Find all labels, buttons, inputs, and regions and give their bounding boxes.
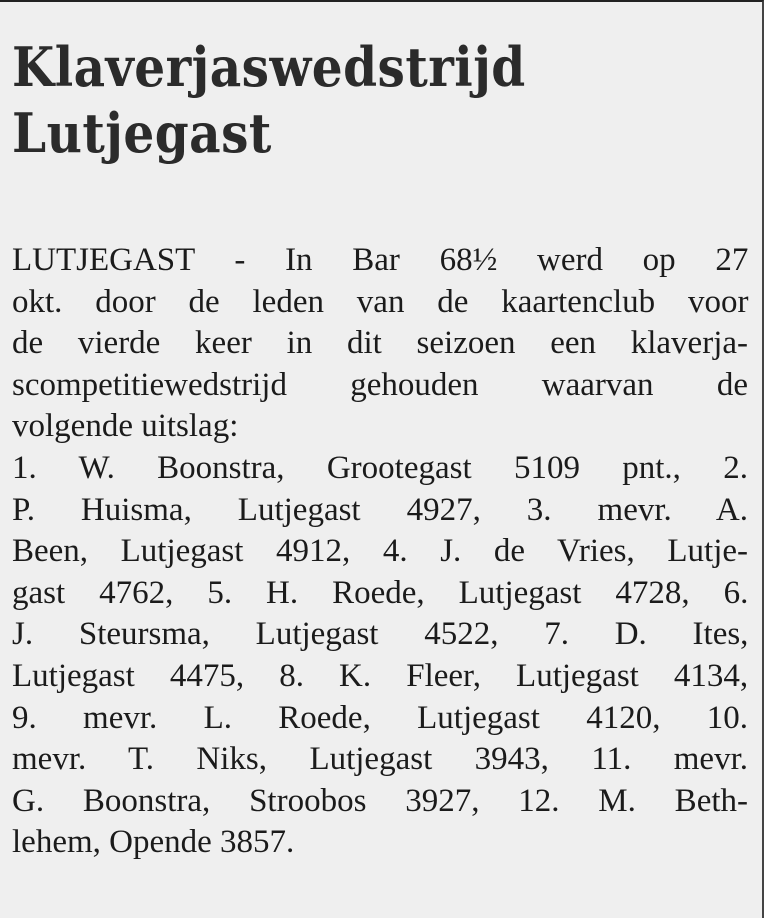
result-line: P. Huisma, Lutjegast 4927, 3. mevr. A. <box>12 491 748 528</box>
result-line: 1. W. Boonstra, Grootegast 5109 pnt., 2. <box>12 449 748 486</box>
body-line: okt. door de leden van de kaartenclub voor <box>12 283 749 320</box>
headline-line-1: Klaverjaswedstrijd <box>12 35 526 99</box>
result-line: 9. mevr. L. Roede, Lutjegast 4120, 10. <box>12 699 748 736</box>
result-line: Lutjegast 4475, 8. K. Fleer, Lutjegast 4134, <box>12 657 749 694</box>
body-line: volgende uitslag: <box>12 408 239 445</box>
article-body <box>12 240 748 864</box>
body-line: de vierde keer in dit seizoen een klaverja- <box>12 325 748 362</box>
body-line: scompetitiewedstrijd gehouden waarvan de <box>12 366 748 403</box>
article-headline <box>12 34 526 166</box>
result-line: mevr. T. Niks, Lutjegast 3943, 11. mevr. <box>12 741 748 778</box>
headline-line-2: Lutjegast <box>12 101 272 165</box>
result-line: Been, Lutjegast 4912, 4. J. de Vries, Lutje- <box>12 533 748 570</box>
result-line: gast 4762, 5. H. Roede, Lutjegast 4728, 6. <box>12 574 749 611</box>
result-line: J. Steursma, Lutjegast 4522, 7. D. Ites, <box>12 616 749 653</box>
result-line: lehem, Opende 3857. <box>12 824 295 861</box>
body-line: LUTJEGAST - In Bar 68½ werd op 27 <box>12 242 749 278</box>
result-line: G. Boonstra, Stroobos 3927, 12. M. Beth- <box>12 782 748 819</box>
